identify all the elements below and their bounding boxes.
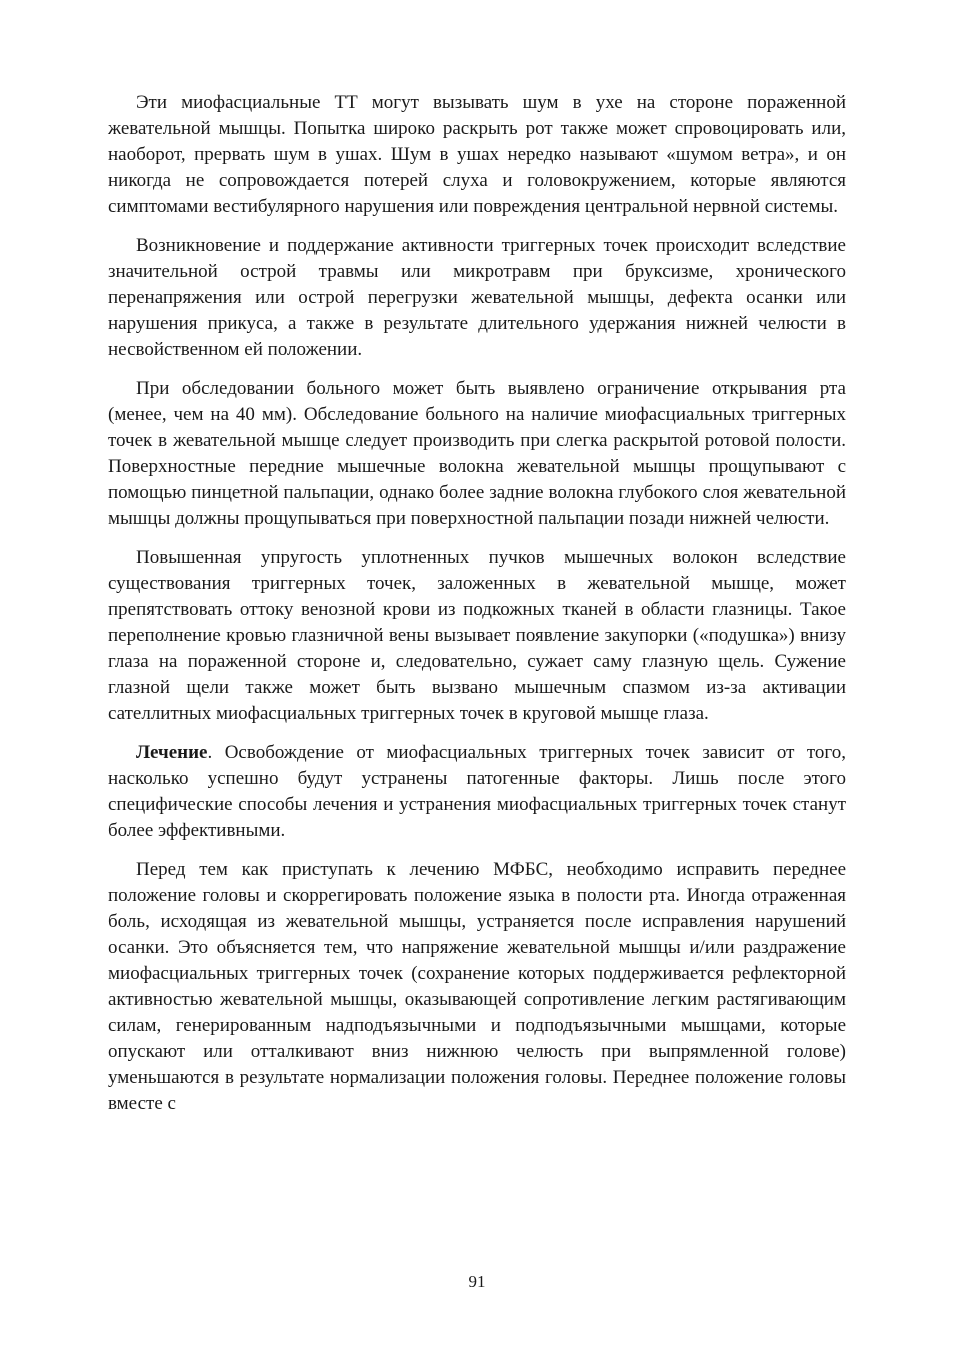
treatment-text: . Освобождение от миофасциальных триггерных точек зависит от того, насколько успешно будут устранены патогенные факторы. Лишь после этого специфические способы лечения и устранения миофасциальных триггерных точек станут более эффективными. bbox=[108, 742, 846, 841]
treatment-heading: Лечение bbox=[136, 742, 208, 763]
paragraph-tinnitus: Эти миофасциальные ТТ могут вызывать шум в ухе на стороне пораженной жевательной мышцы. Попытка широко раскрыть рот также может спровоцировать или, наоборот, прервать шум в ушах. Шум в ушах нередко называют «шумом ветра», и он никогда не сопровождается потерей слуха и головокружением, которые являются симптомами вестибулярного нарушения или повреждения центральной нервной системы. bbox=[108, 92, 846, 217]
paragraph-trigger-point-causes: Возникновение и поддержание активности триггерных точек происходит вследствие значительной острой травмы или микротравм при бруксизме, хронического перенапряжения или острой перегрузки жевательной мышцы, дефекта осанки или нарушения прикуса, а также в результате длительного удержания нижней челюсти в несвойственном ей положении. bbox=[108, 235, 846, 360]
page-body bbox=[108, 90, 846, 1130]
paragraph-treatment bbox=[108, 740, 846, 844]
paragraph-examination: При обследовании больного может быть выявлено ограничение открывания рта (менее, чем на 40 мм). Обследование больного на наличие миофасциальных триггерных точек в жевательной мышце следует производить при слегка раскрытой ротовой полости. Поверхностные передние мышечные волокна жевательной мышцы прощупывают с помощью пинцетной пальпации, однако более задние волокна глубокого слоя жевательной мышцы должны прощупываться при поверхностной пальпации позади нижней челюсти. bbox=[108, 378, 846, 529]
page-number: 91 bbox=[468, 1272, 486, 1291]
paragraph-venous-outflow: Повышенная упругость уплотненных пучков мышечных волокон вследствие существования триггерных точек, заложенных в жевательной мышце, может препятствовать оттоку венозной крови из подкожных тканей в области глазницы. Такое переполнение кровью глазничной вены вызывает появление закупорки («подушка») внизу глаза на пораженной стороне и, следовательно, сужает саму глазную щель. Сужение глазной щели также может быть вызвано мышечным спазмом из-за активации сателлитных миофасциальных триггерных точек в круговой мышце глаза. bbox=[108, 547, 846, 724]
paragraph-head-posture: Перед тем как приступать к лечению МФБС, необходимо исправить переднее положение головы и скоррегировать положение языка в полости рта. Иногда отраженная боль, исходящая из жевательной мышцы, устраняется после исправления нарушений осанки. Это объясняется тем, что напряжение жевательной мышцы и/или раздражение миофасциальных триггерных точек (сохранение которых поддерживается рефлекторной активностью жевательной мышцы, оказывающей сопротивление легким растягивающим силам, генерированным надподъязычными и подподъязычными мышцами, которые опускают или отталкивают вниз нижнюю челюсть при выпрямленной голове) уменьшаются в результате нормализации положения головы. Переднее положение головы вместе с bbox=[108, 859, 846, 1114]
